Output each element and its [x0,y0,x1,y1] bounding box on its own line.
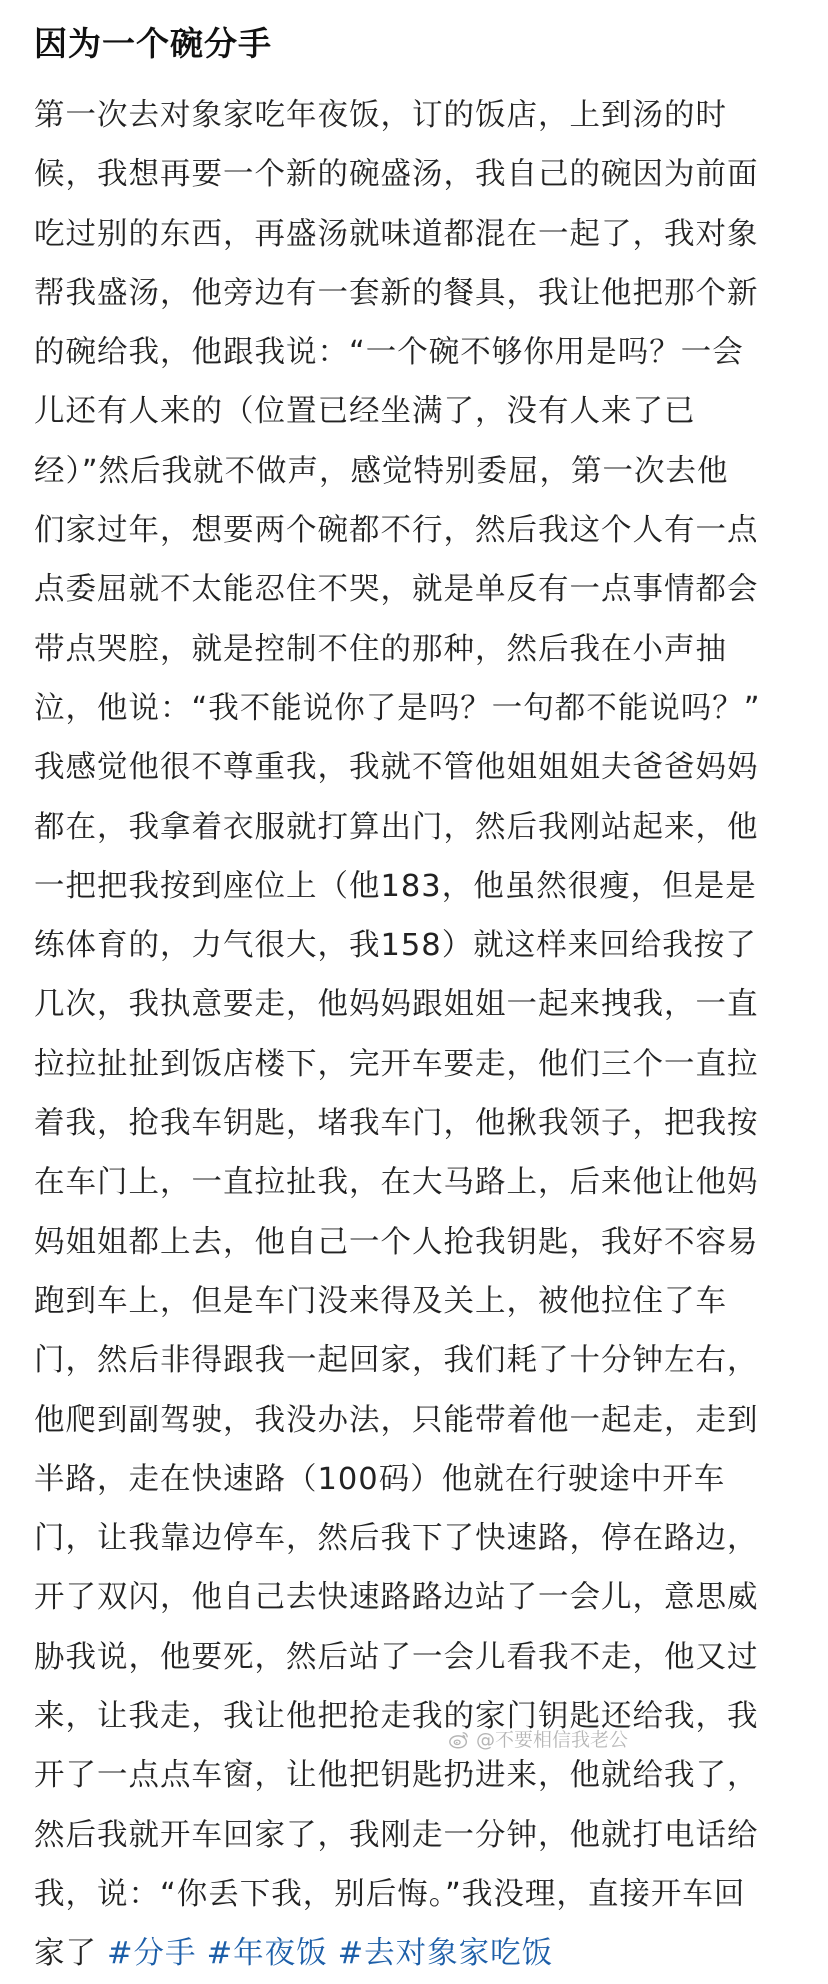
body-line: 我感觉他很不尊重我，我就不管他姐姐姐夫爸爸妈妈 [34,750,759,786]
watermark-text: @不要相信我老公 [476,1729,629,1751]
body-line: 一把把我按到座位上（他183，他虽然很瘦，但是是 [34,868,757,904]
body-line: 门，让我靠边停车，然后我下了快速路，停在路边， [34,1521,759,1557]
body-line: 泣，他说：“我不能说你了是吗？一句都不能说吗？” [34,690,761,726]
body-line: 都在，我拿着衣服就打算出门，然后我刚站起来，他 [34,809,759,845]
body-line: 胁我说，他要死，然后站了一会儿看我不走，他又过 [34,1639,759,1675]
body-line: 几次，我执意要走，他妈妈跟姐姐一起来拽我，一直 [34,987,759,1023]
post-title: 因为一个碗分手 [34,24,272,63]
body-line: 儿还有人来的（位置已经坐满了，没有人来了已 [34,394,696,430]
weibo-icon [448,1729,470,1751]
body-line: 候，我想再要一个新的碗盛汤，我自己的碗因为前面 [34,157,759,193]
post-body [34,86,790,1984]
body-line: 我，说：“你丢下我，别后悔。”我没理，直接开车回 [34,1876,746,1912]
body-line: 第一次去对象家吃年夜饭，订的饭店，上到汤的时 [34,98,727,133]
body-line: 然后我就开车回家了，我刚走一分钟，他就打电话给 [34,1817,759,1853]
body-line: 半路，走在快速路（100码）他就在行驶途中开车 [34,1461,726,1497]
body-line: 妈姐姐都上去，他自己一个人抢我钥匙，我好不容易 [34,1224,759,1260]
body-line: 的碗给我，他跟我说：“一个碗不够你用是吗？一会 [34,335,744,371]
body-line: 们家过年，想要两个碗都不行，然后我这个人有一点 [34,513,759,549]
body-line: 开了一点点车窗，让他把钥匙扔进来，他就给我了， [34,1758,759,1794]
body-line: 点委屈就不太能忍住不哭，就是单反有一点事情都会 [34,572,759,608]
body-line: 吃过别的东西，再盛汤就味道都混在一起了，我对象 [34,216,759,252]
watermark [448,1728,628,1752]
body-line: 门，然后非得跟我一起回家，我们耗了十分钟左右， [34,1343,759,1379]
body-line: 帮我盛汤，他旁边有一套新的餐具，我让他把那个新 [34,275,759,311]
hashtag-new-year-dinner[interactable]: #年夜饭 [206,1936,328,1972]
body-line: 经）”然后我就不做声，感觉特别委屈，第一次去他 [34,453,729,489]
hashtag-dinner-at-partners-home[interactable]: #去对象家吃饭 [337,1936,554,1972]
body-line: 跑到车上，但是车门没来得及关上，被他拉住了车 [34,1283,727,1319]
body-line: 开了双闪，他自己去快速路路边站了一会儿，意思威 [34,1580,759,1616]
body-line: 带点哭腔，就是控制不住的那种，然后我在小声抽 [34,631,727,667]
body-line: 练体育的，力气很大，我158）就这样来回给我按了 [34,928,757,964]
body-line: 拉拉扯扯到饭店楼下，完开车要走，他们三个一直拉 [34,1046,759,1082]
body-line: 他爬到副驾驶，我没办法，只能带着他一起走，走到 [34,1402,759,1438]
last-line [34,1924,790,1983]
last-line-text: 家了 [34,1936,97,1972]
body-line: 着我，抢我车钥匙，堵我车门，他揪我领子，把我按 [34,1106,759,1142]
body-line: 来，让我走，我让他把抢走我的家门钥匙还给我，我 [34,1699,759,1735]
body-line: 在车门上，一直拉扯我，在大马路上，后来他让他妈 [34,1165,759,1201]
hashtag-breakup[interactable]: #分手 [107,1936,197,1972]
